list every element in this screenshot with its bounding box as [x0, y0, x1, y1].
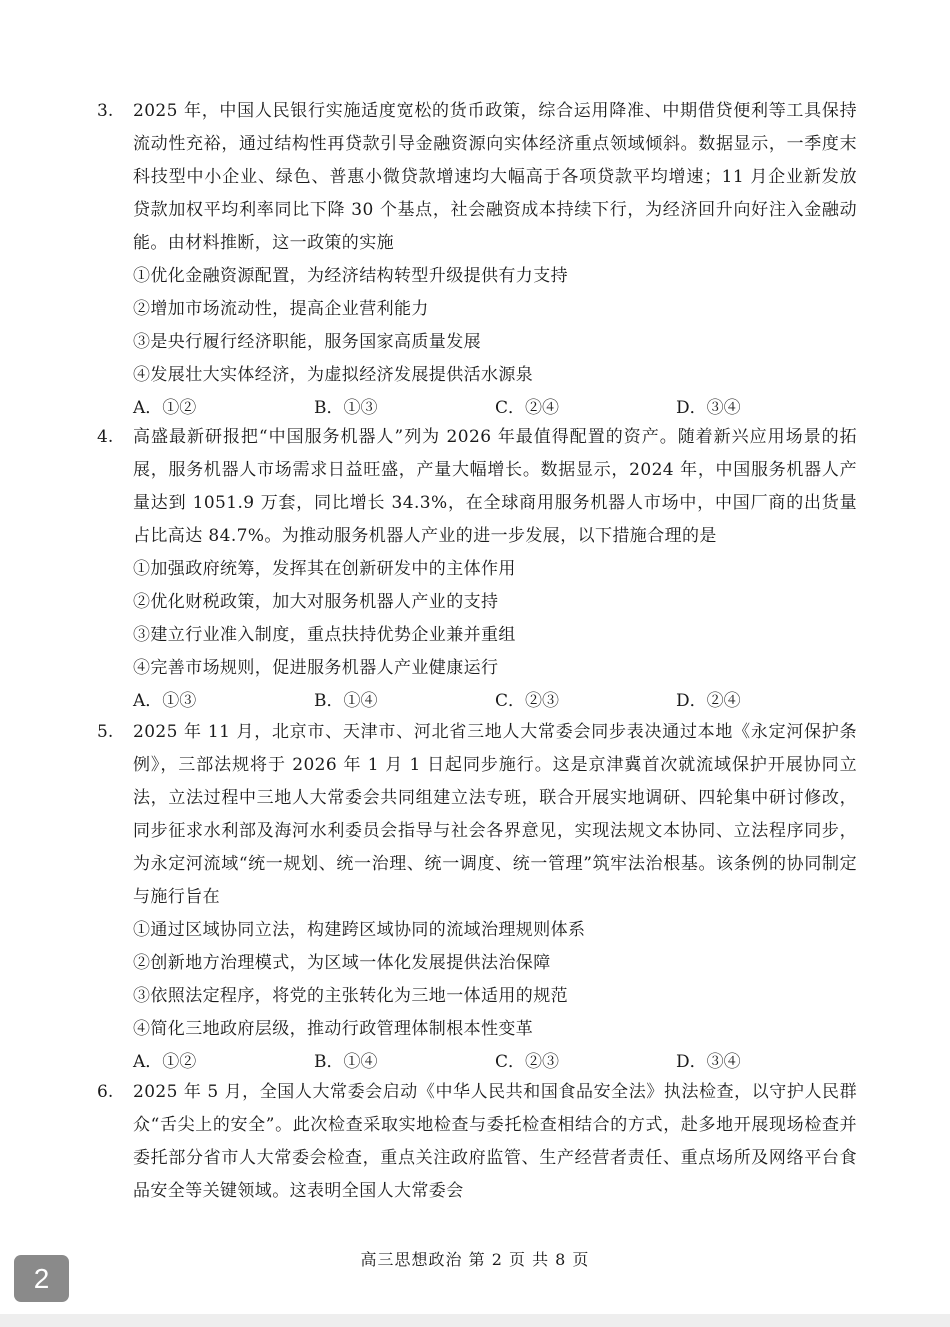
question-5 — [97, 716, 857, 1079]
question-6 — [97, 1076, 857, 1208]
choice-b: B．①④ — [314, 1052, 378, 1072]
choice-d: D．②④ — [676, 691, 741, 711]
question-stem: 2025 年，中国人民银行实施适度宽松的货币政策，综合运用降准、中期借贷便利等工具保持流动性充裕，通过结构性再贷款引导金融资源向实体经济重点领域倾斜。数据显示，一季度末科技型中小企业、绿色、普惠小微贷款增速均大幅高于各项贷款平均增速；11 月企业新发放贷款加权平均利率同比下降 30 个基点，社会融资成本持续下行，为经济回升向好注入金融动能。由材料推断，这一政策的实施 — [133, 101, 857, 253]
choice-c: C．②③ — [495, 1052, 560, 1072]
choice-c: C．②④ — [495, 398, 560, 418]
bottom-edge — [0, 1314, 950, 1327]
statement-option: ④发展壮大实体经济，为虚拟经济发展提供活水源泉 — [133, 365, 534, 385]
question-4 — [97, 421, 857, 718]
choice-a: A．①③ — [133, 691, 197, 711]
question-stem: 2025 年 5 月，全国人大常委会启动《中华人民共和国食品安全法》执法检查，以守护人民群众“舌尖上的安全”。此次检查采取实地检查与委托检查相结合的方式，赴多地开展现场检查并委托部分省市人大常委会检查，重点关注政府监管、生产经营者责任、重点场所及网络平台食品安全等关键领域。这表明全国人大常委会 — [133, 1082, 857, 1201]
question-number: 5. — [97, 722, 114, 742]
statement-option: ③依照法定程序，将党的主张转化为三地一体适用的规范 — [133, 986, 568, 1006]
statement-option: ①优化金融资源配置，为经济结构转型升级提供有力支持 — [133, 266, 568, 286]
answer-choices — [133, 1046, 857, 1079]
page-number-badge[interactable]: 2 — [14, 1255, 69, 1302]
question-stem: 高盛最新研报把“中国服务机器人”列为 2026 年最值得配置的资产。随着新兴应用场景的拓展，服务机器人市场需求日益旺盛，产量大幅增长。数据显示，2024 年，中国服务机器人产量达到 1051.9 万套，同比增长 34.3%，在全球商用服务机器人市场中，中国厂商的出货量占比高达 84.7%。为推动服务机器人产业的进一步发展，以下措施合理的是 — [133, 427, 857, 546]
choice-b: B．①③ — [314, 398, 378, 418]
choice-a: A．①② — [133, 398, 197, 418]
question-number: 6. — [97, 1082, 114, 1102]
statement-option: ④简化三地政府层级，推动行政管理体制根本性变革 — [133, 1019, 534, 1039]
statement-option: ①通过区域协同立法，构建跨区域协同的流域治理规则体系 — [133, 920, 586, 940]
choice-d: D．③④ — [676, 1052, 741, 1072]
choice-b: B．①④ — [314, 691, 378, 711]
statement-option: ②创新地方治理模式，为区域一体化发展提供法治保障 — [133, 953, 551, 973]
answer-choices — [133, 685, 857, 718]
question-3 — [97, 95, 857, 425]
statement-option: ②增加市场流动性，提高企业营利能力 — [133, 299, 429, 319]
choice-c: C．②③ — [495, 691, 560, 711]
question-stem: 2025 年 11 月，北京市、天津市、河北省三地人大常委会同步表决通过本地《永定河保护条例》，三部法规将于 2026 年 1 月 1 日起同步施行。这是京津冀首次就流域保护开展协同立法，立法过程中三地人大常委会共同组建立法专班，联合开展实地调研、四轮集中研讨修改，同步征求水利部及海河水利委员会指导与社会各界意见，实现法规文本协同、立法程序同步，为永定河流域“统一规划、统一治理、统一调度、统一管理”筑牢法治根基。该条例的协同制定与施行旨在 — [133, 722, 857, 907]
statement-option: ②优化财税政策，加大对服务机器人产业的支持 — [133, 592, 499, 612]
statement-option: ①加强政府统筹，发挥其在创新研发中的主体作用 — [133, 559, 516, 579]
question-number: 3. — [97, 101, 114, 121]
question-number: 4. — [97, 427, 114, 447]
statement-option: ④完善市场规则，促进服务机器人产业健康运行 — [133, 658, 499, 678]
statement-option: ③是央行履行经济职能，服务国家高质量发展 — [133, 332, 481, 352]
page-footer: 高三思想政治 第 2 页 共 8 页 — [360, 1250, 590, 1269]
choice-d: D．③④ — [676, 398, 741, 418]
statement-option: ③建立行业准入制度，重点扶持优势企业兼并重组 — [133, 625, 516, 645]
choice-a: A．①② — [133, 1052, 197, 1072]
